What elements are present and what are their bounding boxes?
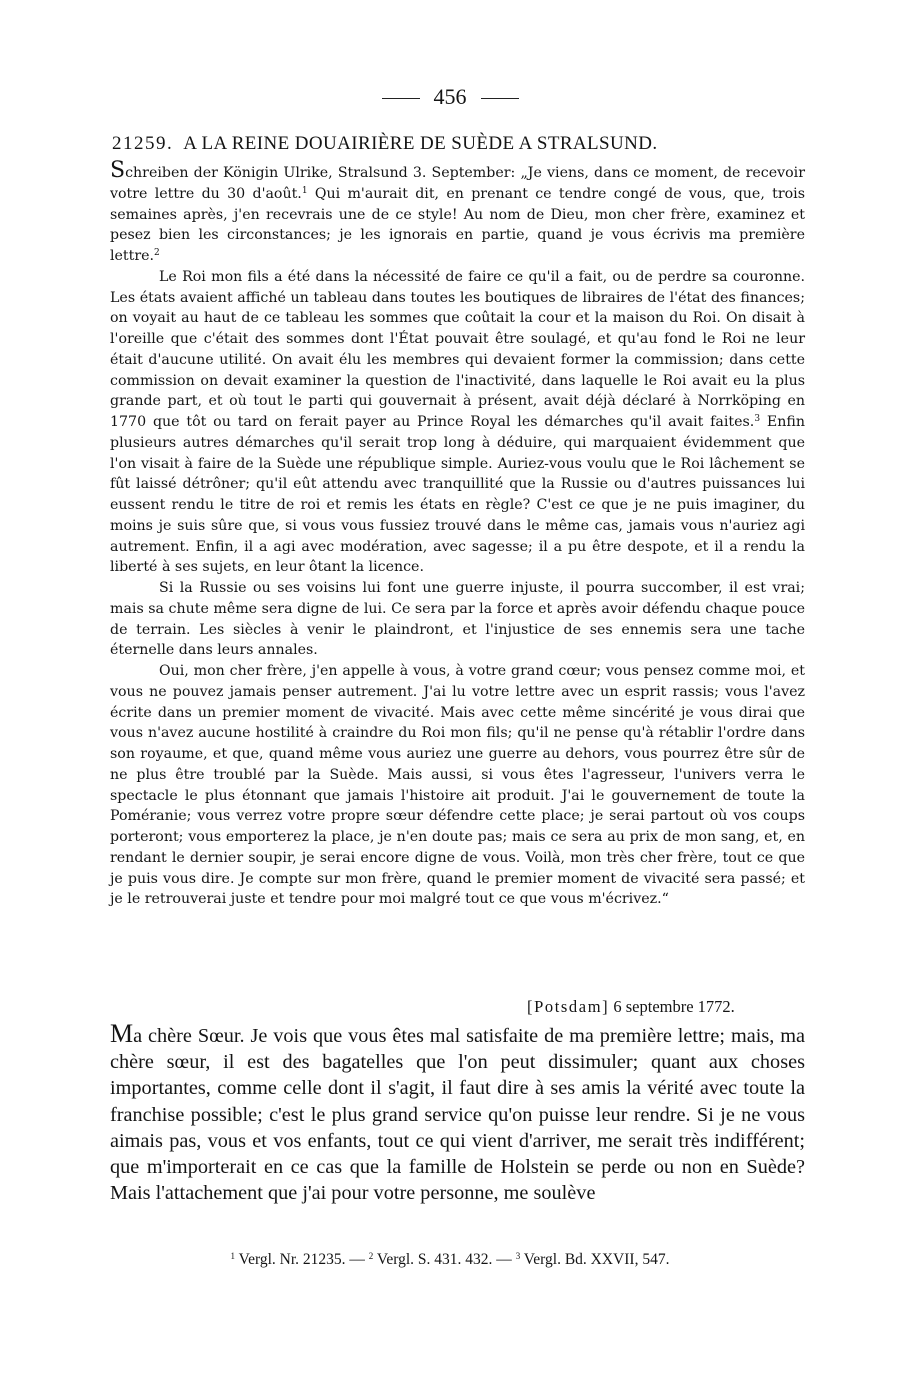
footnote-3-marker: 3 [515,1251,521,1261]
footnote-marker-2: 2 [154,248,160,258]
footnote-1: Vergl. Nr. 21235. — [235,1251,369,1268]
quote-text: Enfin plusieurs autres démarches qu'il serait trop long à déduire, qui marquaient évidemment que l'on visait à faire de la Suède une république simple. Auriez-vous voulu que le Roi lâchement se fût laissé détrôner; qu'il eût attendu avec tranquillité que la Russie ou d'autres puissances lui eussent rendu le titre de roi et remis les états en règle? C'est ce que je ne puis imaginer, du moins je suis sûre que, si vous vous fussiez trouvé dans le même cas, jamais vous n'auriez agi autrement. Enfin, il a agi avec modération, avec sagesse; il a pu être despote, et il a rendu la liberté à ses sujets, en leur ôtant la licence. [110,414,805,576]
footnotes [0,1251,900,1269]
reply-letter [110,1019,805,1206]
quoted-letter [110,158,805,910]
quote-text: chreiben der Königin Ulrike, Stralsund 3. September: „Je viens, dans ce moment, de recevoir votre lettre du 30 d'août. [110,165,805,202]
footnote-marker-1: 1 [301,185,308,196]
quote-paragraph-2 [110,267,805,578]
reply-text: a chère Sœur. Je vois que vous êtes mal satisfaite de ma première lettre; mais, ma chère sœur, il est des bagatelles que l'on peut dissimuler; quant aux choses importantes, comme celle dont il s'agit, il faut dire à ses amis la vérité avec toute la franchise possible; c'est le plus grand service qu'on puisse leur rendre. Si je ne vous aimais pas, vous et vos enfants, tout ce qui vient d'arriver, me serait très indifférent; que m'importerait en ce cas que la famille de Holstein se perde ou non en Suède? Mais l'attachement que j'ai pour votre personne, me soulève [110,1025,805,1205]
quote-text: Le Roi mon fils a été dans la nécessité de faire ce qu'il a fait, ou de perdre sa couronne. Les états avaient affiché un tableau dans toutes les boutiques de libraires de l'état des finances; on voyait au haut de ce tableau les sommes que coûtait la cour et la maison du Roi. On disait à l'oreille que c'était des sommes dont l'État pouvait être soulagé, et qu'au fond le Roi ne leur était d'aucune utilité. On avait élu les membres qui devaient former la commission; dans cette commission on devait examiner la question de l'inactivité, dans laquelle le Roi avait eu la plus grande part, et où tout le parti qui gouvernait à présent, avait déjà déclaré à Norrköping en 1770 que tôt ou tard on ferait payer au Prince Royal les démarches qu'il avait faites. [110,268,805,430]
quote-paragraph-4: Oui, mon cher frère, j'en appelle à vous, à votre grand cœur; vous pensez comme moi, et vous ne pouvez jamais penser autrement. J'ai lu votre lettre avec un esprit rassis; vous l'avez écrite dans un premier moment de vivacité. Mais avec cette même sincérité je vous dirai que vous n'avez aucune hostilité à craindre du Roi mon fils; qu'il ne pense qu'à rétablir l'ordre dans son royaume, et que, quand même vous auriez une guerre au dehors, vous pourrez être sûr de ne plus être troublé par la Suède. Mais aussi, si vous êtes l'agresseur, l'univers verra le spectacle le plus étonnant que jamais l'histoire ait produit. J'ai le gouvernement de toute la Poméranie; vous verrez votre propre sœur défendre cette place; je serai partout où vos coups porteront; vous emporterez la place, je n'en doute pas; mais ce sera au prix de mon sang, et, en rendant le dernier soupir, je serai encore digne de vous. Voilà, mon très cher frère, tout ce que je puis vous dire. Je compte sur mon frère, quand le premier moment de vivacité sera passé; et je le retrouverai juste et tendre pour moi malgré tout ce que vous m'écrivez.“ [110,663,805,908]
quote-paragraph-3: Si la Russie ou ses voisins lui font une guerre injuste, il pourra succomber, il est vrai; mais sa chute même sera digne de lui. Ce sera par la force et après avoir défendu chaque pouce de terrain. Les siècles à venir le plaindront, et l'injustice de ses ennemis sera une tache éternelle dans leurs annales. [110,580,805,659]
letter-title: A LA REINE DOUAIRIÈRE DE SUÈDE A STRALSUND. [183,133,658,154]
footnote-2: Vergl. S. 431. 432. — [373,1251,516,1268]
reply-initial: M [110,1019,134,1048]
rule-right [481,98,519,99]
footnote-marker-3: 3 [754,414,761,424]
dateline-date: 6 septembre 1772. [613,997,735,1016]
dateline [527,997,735,1017]
quote-text: Qui m'aurait dit, en prenant ce tendre congé de vous, que, trois semaines après, j'en recevrais une de ce style! Au nom de Dieu, mon cher frère, examinez et pesez bien les circonstances; je les ignorais en partie, quand je vous écrivis ma première lettre. [110,185,805,264]
footnote-2-marker: 2 [368,1251,374,1261]
footnote-1-marker: 1 [230,1251,236,1261]
reply-paragraph [110,1019,805,1206]
footnote-3: Vergl. Bd. XXVII, 547. [520,1251,670,1268]
dateline-place: [Potsdam] [527,997,610,1016]
quote-initial: S [110,158,126,183]
rule-left [382,98,420,99]
letter-number: 21259. [112,133,174,154]
letter-heading [112,133,812,155]
page-number-line [0,84,900,110]
quote-paragraph-1 [110,158,805,267]
page-number: 456 [433,84,467,109]
